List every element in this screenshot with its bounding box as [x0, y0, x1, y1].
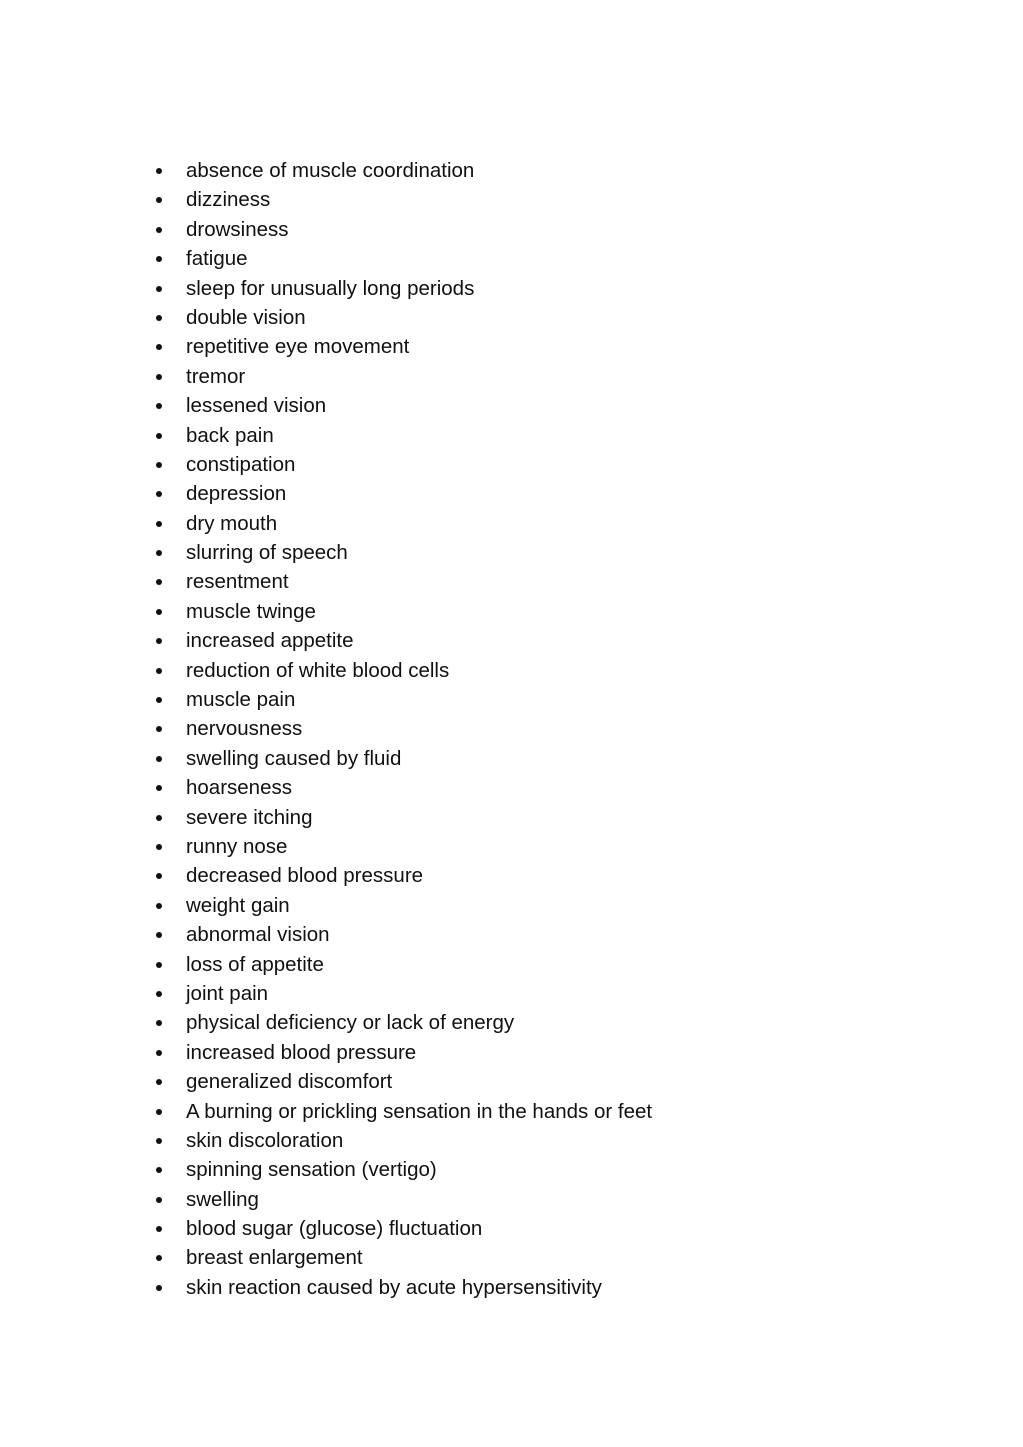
bullet-icon — [156, 638, 162, 644]
list-item — [0, 1008, 652, 1037]
bullet-icon — [156, 991, 162, 997]
list-item-text: resentment — [186, 570, 289, 594]
list-item — [0, 832, 652, 861]
list-item — [0, 185, 652, 214]
bullet-icon — [156, 256, 162, 262]
list-item — [0, 479, 652, 508]
bullet-icon — [156, 227, 162, 233]
bullet-icon — [156, 1255, 162, 1261]
bullet-icon — [156, 873, 162, 879]
bullet-icon — [156, 1226, 162, 1232]
list-item — [0, 391, 652, 420]
list-item — [0, 156, 652, 185]
list-item — [0, 626, 652, 655]
list-item-text: slurring of speech — [186, 541, 348, 565]
list-item — [0, 215, 652, 244]
list-item — [0, 303, 652, 332]
list-item — [0, 332, 652, 361]
list-item — [0, 714, 652, 743]
list-item — [0, 450, 652, 479]
bullet-icon — [156, 609, 162, 615]
list-item — [0, 920, 652, 949]
bullet-icon — [156, 403, 162, 409]
bullet-icon — [156, 374, 162, 380]
list-item — [0, 274, 652, 303]
bullet-icon — [156, 579, 162, 585]
list-item-text: loss of appetite — [186, 952, 324, 976]
list-item-text: increased blood pressure — [186, 1040, 417, 1064]
bullet-icon — [156, 1050, 162, 1056]
list-item-text: breast enlargement — [186, 1246, 363, 1270]
symptom-list — [0, 156, 652, 1302]
bullet-icon — [156, 315, 162, 321]
list-item-text: tremor — [186, 364, 246, 388]
list-item — [0, 567, 652, 596]
bullet-icon — [156, 168, 162, 174]
bullet-icon — [156, 1197, 162, 1203]
bullet-icon — [156, 491, 162, 497]
list-item — [0, 773, 652, 802]
list-item — [0, 1126, 652, 1155]
list-item — [0, 1273, 652, 1302]
list-item-text: reduction of white blood cells — [186, 658, 450, 682]
list-item-text: blood sugar (glucose) fluctuation — [186, 1217, 483, 1241]
bullet-icon — [156, 815, 162, 821]
list-item-text: joint pain — [186, 981, 269, 1005]
bullet-icon — [156, 785, 162, 791]
list-item-text: decreased blood pressure — [186, 864, 424, 888]
list-item-text: swelling — [186, 1187, 259, 1211]
list-item-text: nervousness — [186, 717, 303, 741]
list-item-text: sleep for unusually long periods — [186, 276, 475, 300]
list-item-text: dry mouth — [186, 511, 278, 535]
list-item-text: weight gain — [186, 893, 290, 917]
bullet-icon — [156, 1167, 162, 1173]
list-item-text: depression — [186, 482, 287, 506]
list-item — [0, 1067, 652, 1096]
list-item — [0, 509, 652, 538]
bullet-icon — [156, 756, 162, 762]
bullet-icon — [156, 726, 162, 732]
bullet-icon — [156, 844, 162, 850]
list-item — [0, 597, 652, 626]
list-item — [0, 891, 652, 920]
list-item-text: repetitive eye movement — [186, 335, 410, 359]
list-item — [0, 1214, 652, 1243]
bullet-icon — [156, 1020, 162, 1026]
list-item-text: skin reaction caused by acute hypersensitivity — [186, 1275, 602, 1299]
list-item-text: spinning sensation (vertigo) — [186, 1158, 437, 1182]
list-item — [0, 362, 652, 391]
list-item — [0, 950, 652, 979]
bullet-icon — [156, 903, 162, 909]
list-item — [0, 538, 652, 567]
list-item — [0, 1185, 652, 1214]
list-item — [0, 744, 652, 773]
list-item — [0, 421, 652, 450]
list-item — [0, 979, 652, 1008]
list-item-text: lessened vision — [186, 394, 327, 418]
list-item — [0, 1097, 652, 1126]
list-item-text: muscle twinge — [186, 599, 316, 623]
bullet-icon — [156, 433, 162, 439]
bullet-icon — [156, 1109, 162, 1115]
list-item-text: drowsiness — [186, 217, 289, 241]
list-item — [0, 803, 652, 832]
list-item — [0, 1038, 652, 1067]
list-item-text: back pain — [186, 423, 274, 447]
bullet-icon — [156, 962, 162, 968]
list-item-text: double vision — [186, 305, 306, 329]
list-item-text: dizziness — [186, 188, 271, 212]
list-item — [0, 244, 652, 273]
bullet-icon — [156, 550, 162, 556]
list-item-text: muscle pain — [186, 688, 296, 712]
bullet-icon — [156, 697, 162, 703]
list-item-text: hoarseness — [186, 776, 292, 800]
list-item-text: fatigue — [186, 247, 248, 271]
bullet-icon — [156, 197, 162, 203]
list-item-text: abnormal vision — [186, 923, 330, 947]
list-item-text: generalized discomfort — [186, 1070, 393, 1094]
bullet-icon — [156, 932, 162, 938]
list-item-text: severe itching — [186, 805, 313, 829]
list-item-text: physical deficiency or lack of energy — [186, 1011, 515, 1035]
bullet-icon — [156, 1285, 162, 1291]
list-item — [0, 861, 652, 890]
bullet-icon — [156, 1138, 162, 1144]
list-item-text: absence of muscle coordination — [186, 159, 475, 182]
bullet-icon — [156, 521, 162, 527]
bullet-icon — [156, 286, 162, 292]
bullet-icon — [156, 462, 162, 468]
list-item — [0, 1155, 652, 1184]
list-item-text: A burning or prickling sensation in the hands or feet — [186, 1099, 653, 1123]
list-item-text: constipation — [186, 452, 296, 476]
list-item-text: swelling caused by fluid — [186, 746, 402, 770]
list-item-text: skin discoloration — [186, 1128, 344, 1152]
bullet-icon — [156, 344, 162, 350]
bullet-icon — [156, 1079, 162, 1085]
list-item — [0, 1243, 652, 1272]
list-item — [0, 685, 652, 714]
bullet-icon — [156, 668, 162, 674]
list-item-text: increased appetite — [186, 629, 354, 653]
list-item-text: runny nose — [186, 834, 288, 858]
list-item — [0, 656, 652, 685]
